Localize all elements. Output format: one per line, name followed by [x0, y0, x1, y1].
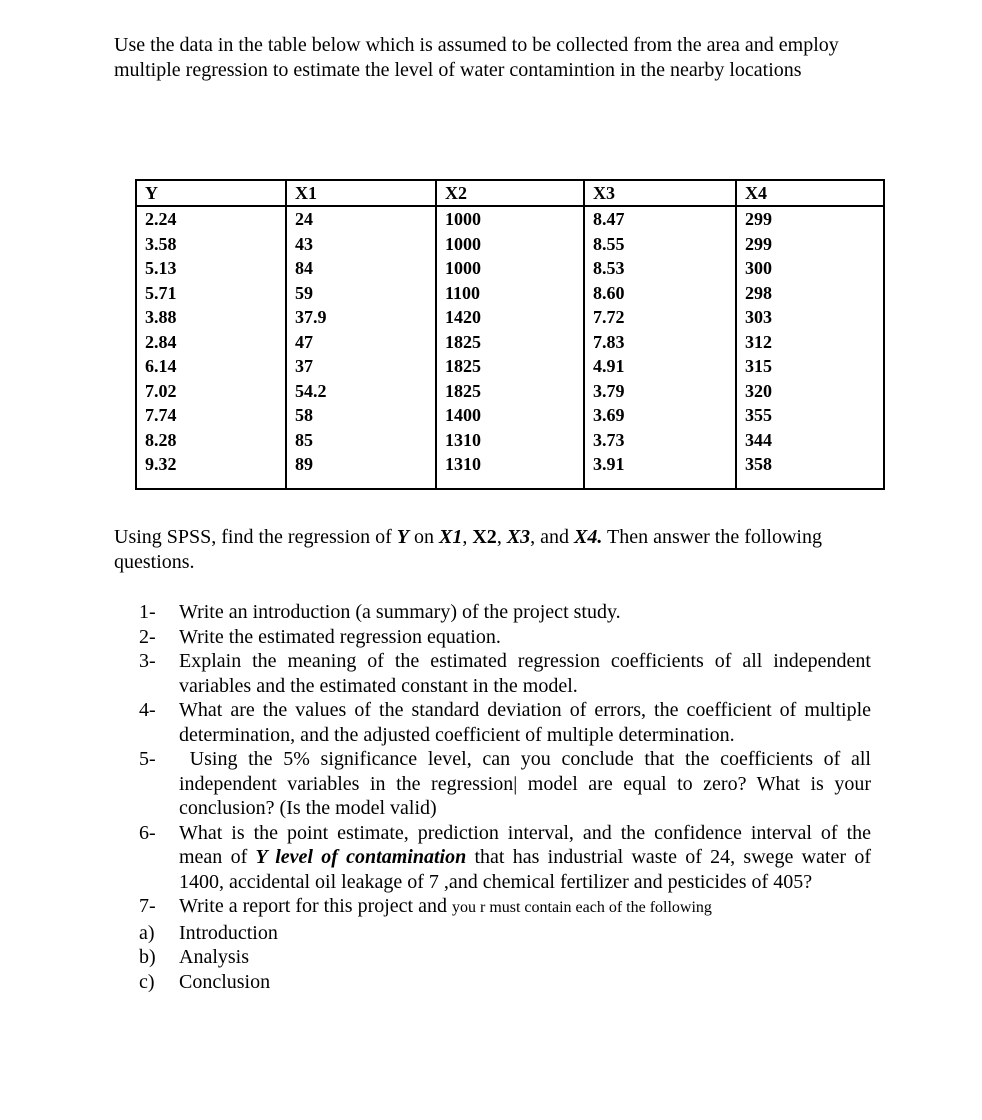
question-text-part: that has industrial waste of 24, swege water of 1400, accidental oil leakage of 7 ,and chemical fertilizer and pesticides of 405? [179, 846, 871, 893]
cell-x2: 1825 [436, 379, 584, 404]
cell-x1: 59 [286, 281, 436, 306]
var-y: Y [396, 526, 410, 548]
header-x1: X1 [286, 180, 436, 206]
question-text: Introduction [179, 921, 278, 944]
question-list [139, 600, 876, 994]
question-number: 2- [139, 625, 156, 648]
cell-x2: 1100 [436, 281, 584, 306]
cell-x1: 24 [286, 206, 436, 232]
cell-x4: 312 [736, 330, 884, 355]
cell-x3: 3.73 [584, 428, 736, 453]
spss-instruction [114, 525, 874, 575]
question-text: Write an introduction (a summary) of the project study. [179, 601, 621, 623]
cell-x2: 1000 [436, 232, 584, 257]
question-item [139, 945, 871, 970]
intro-paragraph: Use the data in the table below which is assumed to be collected from the area and employ multiple regression to estimate the level of water contamintion in the nearby locations [114, 34, 839, 81]
cell-x1: 47 [286, 330, 436, 355]
question-item [139, 698, 871, 747]
cell-x4: 299 [736, 206, 884, 232]
question-number: c) [139, 970, 155, 993]
cell-y: 9.32 [136, 452, 286, 489]
cell-x1: 37.9 [286, 305, 436, 330]
spss-text-1: Using SPSS, find the regression of [114, 526, 397, 548]
cell-x1: 84 [286, 256, 436, 281]
table-row [136, 281, 884, 306]
spss-text-5: , and [530, 526, 575, 548]
table-row [136, 305, 884, 330]
table-row [136, 354, 884, 379]
question-number: 3- [139, 650, 156, 672]
cell-y: 8.28 [136, 428, 286, 453]
question-text: Explain the meaning of the estimated regression coefficients of all independent variables and the estimated constant in the model. [179, 650, 871, 697]
question-text: Write the estimated regression equation. [179, 625, 501, 648]
cell-x4: 344 [736, 428, 884, 453]
cell-y: 2.24 [136, 206, 286, 232]
question-text-part: Write a report for this project and [179, 895, 452, 917]
cell-x3: 3.69 [584, 403, 736, 428]
cell-x3: 4.91 [584, 354, 736, 379]
table-row [136, 232, 884, 257]
question-number: 4- [139, 699, 156, 721]
question-number: 1- [139, 601, 156, 623]
var-x1: X1 [439, 526, 463, 548]
question-emphasis: Y level of contamination [255, 846, 467, 868]
cell-y: 7.74 [136, 403, 286, 428]
cell-x1: 37 [286, 354, 436, 379]
cell-x2: 1825 [436, 354, 584, 379]
question-item [139, 747, 876, 821]
var-x3: X3 [506, 526, 531, 548]
cell-x3: 7.83 [584, 330, 736, 355]
cell-x4: 300 [736, 256, 884, 281]
cell-x3: 8.47 [584, 206, 736, 232]
cell-x1: 89 [286, 452, 436, 489]
header-x3: X3 [584, 180, 736, 206]
spss-text-4: , [496, 526, 507, 548]
cell-x4: 298 [736, 281, 884, 306]
data-table [135, 179, 885, 490]
question-number: 5- [139, 748, 156, 770]
table-row [136, 206, 884, 232]
question-item [139, 649, 871, 698]
question-item [139, 894, 871, 921]
question-text: What are the values of the standard deviation of errors, the coefficient of multiple determination, and the adjusted coefficient of multiple determination. [179, 699, 871, 746]
spss-text-6: Then answer the following questions. [114, 526, 822, 573]
cell-x2: 1420 [436, 305, 584, 330]
question-text: Analysis [179, 946, 249, 968]
question-number: a) [139, 921, 155, 944]
cell-x4: 358 [736, 452, 884, 489]
question-text: Conclusion [179, 970, 271, 993]
question-number: 7- [139, 895, 156, 917]
cell-x2: 1310 [436, 428, 584, 453]
cell-y: 2.84 [136, 330, 286, 355]
cell-x4: 299 [736, 232, 884, 257]
cell-x1: 58 [286, 403, 436, 428]
table-row [136, 403, 884, 428]
header-x2: X2 [436, 180, 584, 206]
cell-x1: 54.2 [286, 379, 436, 404]
cell-x4: 355 [736, 403, 884, 428]
cell-y: 5.13 [136, 256, 286, 281]
cell-x3: 3.79 [584, 379, 736, 404]
cell-x3: 8.60 [584, 281, 736, 306]
question-item [139, 600, 871, 625]
cell-x1: 43 [286, 232, 436, 257]
question-number: b) [139, 946, 156, 968]
cell-y: 6.14 [136, 354, 286, 379]
var-x2: X2 [472, 526, 497, 548]
question-text [179, 894, 871, 921]
cell-x2: 1825 [436, 330, 584, 355]
table-row [136, 330, 884, 355]
cell-x2: 1310 [436, 452, 584, 489]
cell-x3: 3.91 [584, 452, 736, 489]
cell-x1: 85 [286, 428, 436, 453]
table-row [136, 452, 884, 489]
header-x4: X4 [736, 180, 884, 206]
question-item [139, 921, 871, 946]
cell-y: 5.71 [136, 281, 286, 306]
table-header-row [136, 180, 884, 206]
table-row [136, 428, 884, 453]
question-item [139, 970, 871, 995]
cell-x3: 8.55 [584, 232, 736, 257]
cell-x2: 1000 [436, 206, 584, 232]
header-y: Y [136, 180, 286, 206]
cell-x3: 7.72 [584, 305, 736, 330]
cell-x4: 315 [736, 354, 884, 379]
cell-x4: 303 [736, 305, 884, 330]
cell-y: 3.88 [136, 305, 286, 330]
cell-x2: 1000 [436, 256, 584, 281]
table-row [136, 379, 884, 404]
cell-x4: 320 [736, 379, 884, 404]
cell-y: 3.58 [136, 232, 286, 257]
question-text-small: you r must contain each of the following [451, 899, 712, 916]
cell-y: 7.02 [136, 379, 286, 404]
cell-x3: 8.53 [584, 256, 736, 281]
table-row [136, 256, 884, 281]
var-x4: X4. [574, 526, 603, 548]
question-number: 6- [139, 821, 156, 844]
question-text-part: What is the point estimate, prediction interval, and the confidence interval of the mean of [179, 821, 871, 868]
question-text [179, 821, 871, 895]
spss-text-3: , [462, 526, 473, 548]
question-text: Using the 5% significance level, can you conclude that the coefficients of all independent variables in the regression| model are equal to zero? What is your conclusion? (Is the model valid) [179, 748, 876, 819]
question-item [139, 625, 871, 650]
question-item [139, 821, 871, 895]
cell-x2: 1400 [436, 403, 584, 428]
spss-text-2: on [409, 526, 440, 548]
